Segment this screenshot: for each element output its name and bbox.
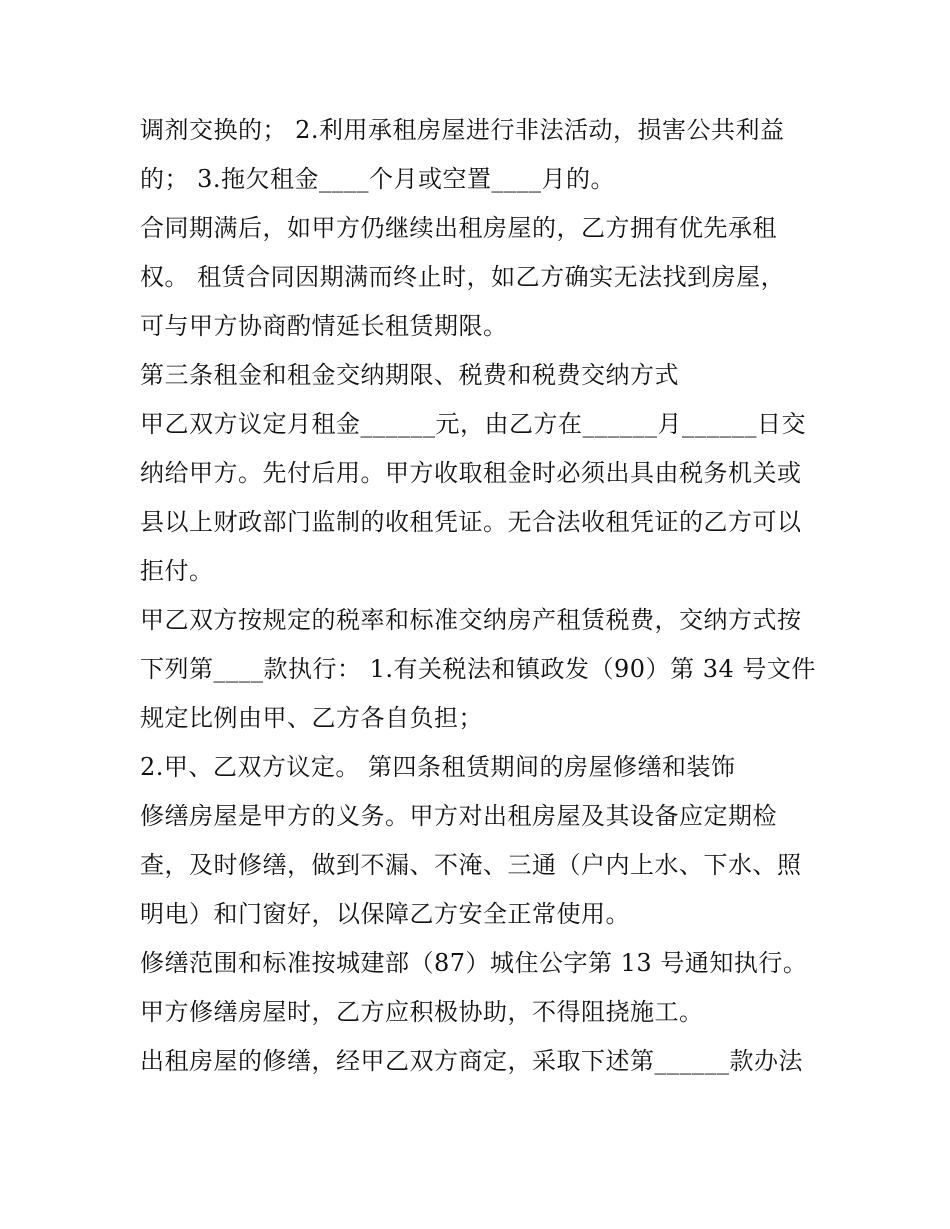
text-line-10: 拒付。 bbox=[140, 557, 214, 585]
text-line-17: 明电）和门窗好，以保障乙方安全正常使用。 bbox=[140, 900, 630, 928]
text-line-4: 权。 租赁合同因期满而终止时，如乙方确实无法找到房屋， bbox=[140, 263, 786, 291]
text-line-20: 出租房屋的修缮，经甲乙双方商定，采取下述第______款办法 bbox=[140, 1047, 803, 1075]
text-line-1: 调剂交换的； 2.利用承租房屋进行非法活动，损害公共利益 bbox=[140, 116, 785, 144]
document-body bbox=[140, 106, 820, 1086]
text-line-9: 县以上财政部门监制的收租凭证。无合法收租凭证的乙方可以 bbox=[140, 508, 802, 536]
text-line-3: 合同期满后，如甲方仍继续出租房屋的，乙方拥有优先承租 bbox=[140, 214, 777, 242]
section-heading-article-3: 第三条租金和租金交纳期限、税费和税费交纳方式 bbox=[140, 361, 679, 389]
text-line-2: 的； 3.拖欠租金____个月或空置____月的。 bbox=[140, 165, 616, 193]
text-line-13: 规定比例由甲、乙方各自负担； bbox=[140, 704, 483, 732]
text-line-15: 修缮房屋是甲方的义务。甲方对出租房屋及其设备应定期检 bbox=[140, 802, 777, 830]
text-line-19: 甲方修缮房屋时，乙方应积极协助，不得阻挠施工。 bbox=[140, 998, 704, 1026]
text-line-16: 查，及时修缮，做到不漏、不淹、三通（户内上水、下水、照 bbox=[140, 851, 802, 879]
text-line-14: 2.甲、乙双方议定。 第四条租赁期间的房屋修缮和装饰 bbox=[140, 753, 736, 781]
text-line-11: 甲乙双方按规定的税率和标准交纳房产租赁税费，交纳方式按 bbox=[140, 606, 802, 634]
text-line-5: 可与甲方协商酌情延长租赁期限。 bbox=[140, 312, 508, 340]
text-line-18: 修缮范围和标准按城建部（87）城住公字第 13 号通知执行。 bbox=[140, 949, 808, 977]
text-line-12: 下列第____款执行： 1.有关税法和镇政发（90）第 34 号文件 bbox=[140, 655, 816, 683]
text-line-8: 纳给甲方。先付后用。甲方收取租金时必须出具由税务机关或 bbox=[140, 459, 802, 487]
text-line-7: 甲乙双方议定月租金______元，由乙方在______月______日交 bbox=[140, 410, 806, 438]
